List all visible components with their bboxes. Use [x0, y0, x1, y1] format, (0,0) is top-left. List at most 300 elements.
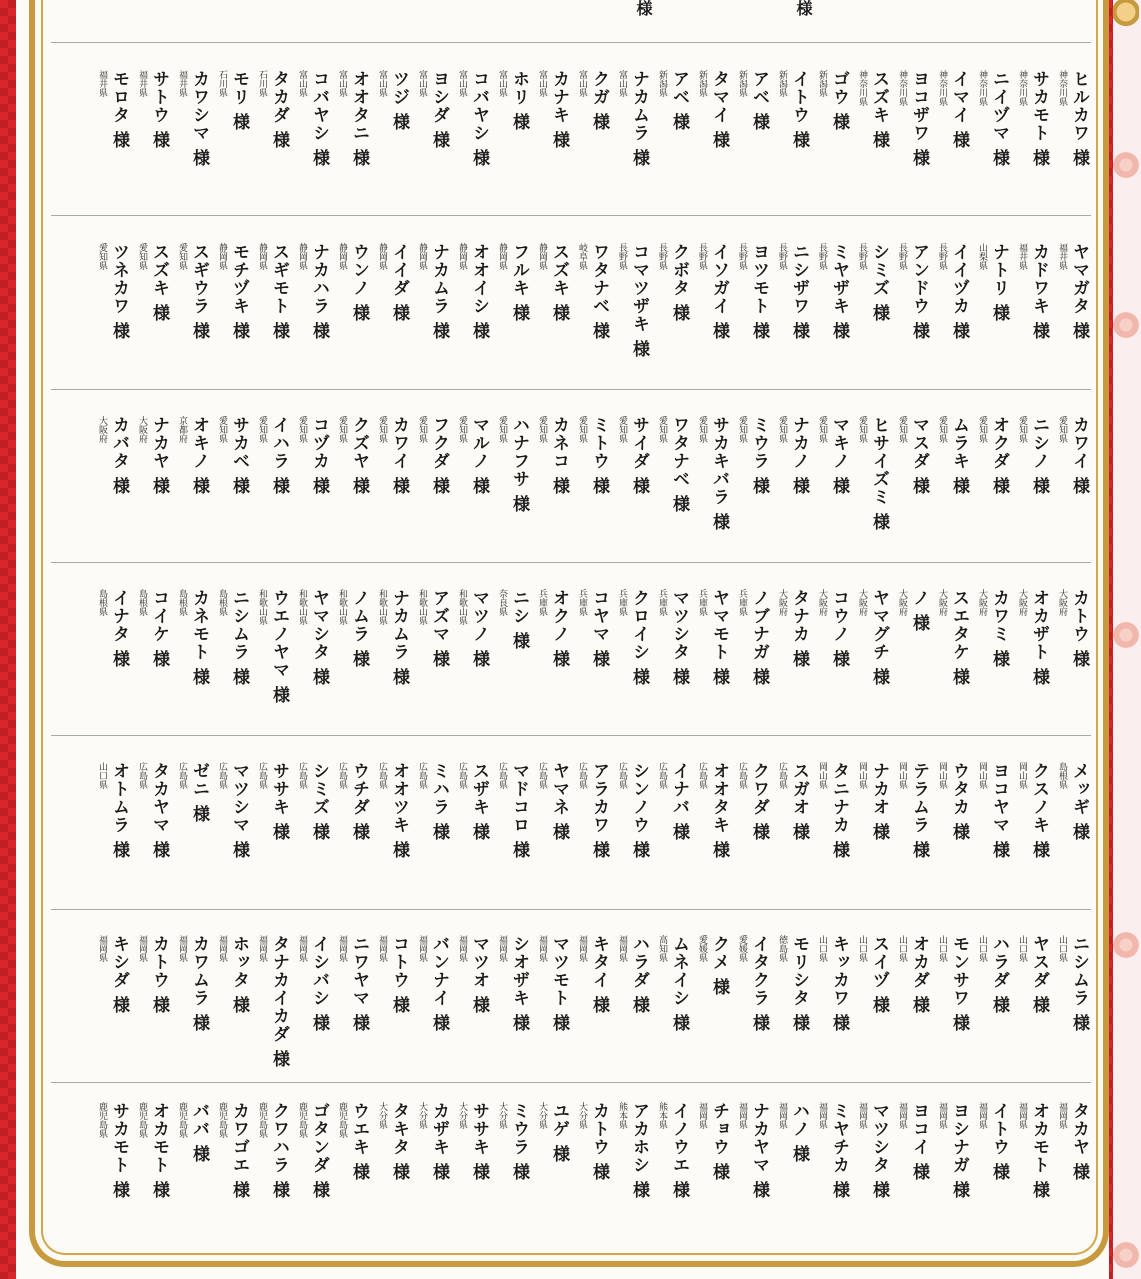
prefecture-label: 愛知県: [577, 416, 587, 443]
name-entry: [856, 589, 892, 749]
partial-name: 様: [634, 0, 653, 16]
name-entry: [936, 1102, 972, 1262]
name-entry: [456, 1102, 492, 1262]
customer-name: コヅカ 様: [309, 416, 329, 495]
prefecture-label: 愛媛県: [737, 935, 747, 962]
name-entry: [736, 416, 772, 576]
prefecture-label: 静岡県: [217, 243, 227, 270]
name-entry: [296, 70, 332, 230]
prefecture-label: 福岡県: [297, 935, 307, 962]
prefecture-label: 山口県: [977, 935, 987, 962]
name-entry: [216, 935, 252, 1095]
customer-name: ホッタ 様: [229, 935, 249, 1014]
customer-name: カワミ 様: [989, 589, 1009, 668]
name-entry: [416, 762, 452, 922]
name-entry: [856, 762, 892, 922]
prefecture-label: 富山県: [297, 70, 307, 97]
name-entry: [776, 243, 812, 403]
name-entry: [536, 243, 572, 403]
prefecture-label: 神奈川県: [897, 70, 907, 106]
name-entry: [936, 70, 972, 230]
prefecture-label: 和歌山県: [337, 589, 347, 625]
customer-name: ササキ 様: [269, 762, 289, 841]
name-row: [56, 416, 1089, 576]
name-entry: [496, 1102, 532, 1262]
prefecture-label: 鹿児島県: [217, 1102, 227, 1138]
name-entry: [616, 70, 652, 230]
prefecture-label: 山口県: [1057, 935, 1067, 962]
prefecture-label: 長野県: [737, 243, 747, 270]
prefecture-label: 福井県: [1057, 243, 1067, 270]
prefecture-label: 愛媛県: [697, 935, 707, 962]
name-entry: [336, 416, 372, 576]
customer-name: カトウ 様: [1069, 589, 1089, 668]
name-entry: [1016, 416, 1052, 576]
name-entry: [696, 70, 732, 230]
customer-name: サカモト 様: [1029, 70, 1049, 167]
prefecture-label: 福岡県: [577, 935, 587, 962]
name-entry: [176, 243, 212, 403]
customer-name: スズキ 様: [869, 70, 889, 149]
name-entry: [1016, 70, 1052, 230]
customer-name: ノブナガ 様: [749, 589, 769, 686]
name-entry: [96, 243, 132, 403]
prefecture-label: 愛知県: [737, 416, 747, 443]
name-entry: [176, 762, 212, 922]
name-entry: [896, 762, 932, 922]
customer-name: ニシノ 様: [1029, 416, 1049, 495]
prefecture-label: 広島県: [697, 762, 707, 789]
customer-name: ミハラ 様: [429, 762, 449, 841]
prefecture-label: 岡山県: [857, 762, 867, 789]
name-entry: [1016, 935, 1052, 1095]
name-entry: [816, 762, 852, 922]
prefecture-label: 愛知県: [417, 416, 427, 443]
prefecture-label: 広島県: [297, 762, 307, 789]
prefecture-label: 愛知県: [137, 243, 147, 270]
customer-name: ヨシダ 様: [429, 70, 449, 149]
name-entry: [656, 589, 692, 749]
prefecture-label: 新潟県: [697, 70, 707, 97]
customer-name: コバヤシ 様: [469, 70, 489, 167]
name-entry: [1016, 1102, 1052, 1262]
prefecture-label: 福岡県: [1057, 1102, 1067, 1129]
gold-ornament-icon: [1113, 0, 1139, 40]
name-entry: [456, 935, 492, 1095]
prefecture-label: 富山県: [497, 70, 507, 97]
prefecture-label: 長野県: [617, 243, 627, 270]
name-entry: [256, 935, 292, 1095]
customer-name: タカダ 様: [269, 70, 289, 149]
name-entry: [416, 70, 452, 230]
prefecture-label: 広島県: [657, 762, 667, 789]
customer-name: クロイシ 様: [629, 589, 649, 686]
prefecture-label: 和歌山県: [297, 589, 307, 625]
prefecture-label: 愛知県: [697, 416, 707, 443]
name-entry: [696, 243, 732, 403]
prefecture-label: 島根県: [177, 589, 187, 616]
prefecture-label: 大分県: [537, 1102, 547, 1129]
prefecture-label: 熊本県: [657, 1102, 667, 1129]
prefecture-label: 京都府: [177, 416, 187, 443]
name-entry: [296, 1102, 332, 1262]
prefecture-label: 広島県: [177, 762, 187, 789]
customer-name: イノウエ 様: [669, 1102, 689, 1199]
prefecture-label: 福岡県: [257, 935, 267, 962]
prefecture-label: 静岡県: [257, 243, 267, 270]
prefecture-label: 福井県: [177, 70, 187, 97]
name-entry: [976, 935, 1012, 1095]
customer-name: ミウラ 様: [509, 1102, 529, 1181]
name-entry: [1056, 70, 1092, 230]
name-entry: [776, 1102, 812, 1262]
name-entry: [976, 1102, 1012, 1262]
name-entry: [256, 589, 292, 749]
name-entry: [816, 70, 852, 230]
prefecture-label: 福岡県: [1017, 1102, 1027, 1129]
name-entry: [1056, 935, 1092, 1095]
prefecture-label: 山口県: [897, 935, 907, 962]
customer-name: オトムラ 様: [109, 762, 129, 859]
prefecture-label: 愛知県: [257, 416, 267, 443]
customer-name: オカモト 様: [1029, 1102, 1049, 1199]
prefecture-label: 大分県: [577, 1102, 587, 1129]
name-entry: [256, 1102, 292, 1262]
customer-name: マキノ 様: [829, 416, 849, 495]
name-entry: [376, 1102, 412, 1262]
prefecture-label: 岡山県: [817, 762, 827, 789]
name-entry: [536, 935, 572, 1095]
name-entry: [896, 935, 932, 1095]
prefecture-label: 島根県: [1057, 762, 1067, 789]
prefecture-label: 静岡県: [497, 243, 507, 270]
customer-name: スズキ 様: [149, 243, 169, 322]
prefecture-label: 静岡県: [297, 243, 307, 270]
prefecture-label: 愛知県: [497, 416, 507, 443]
name-entry: [416, 935, 452, 1095]
customer-name: マツシタ 様: [669, 589, 689, 686]
prefecture-label: 新潟県: [737, 70, 747, 97]
name-entry: [96, 589, 132, 749]
name-entry: [736, 935, 772, 1095]
name-entry: [896, 70, 932, 230]
prefecture-label: 広島県: [377, 762, 387, 789]
prefecture-label: 山梨県: [977, 243, 987, 270]
prefecture-label: 富山県: [337, 70, 347, 97]
customer-name: イトウ 様: [989, 1102, 1009, 1181]
prefecture-label: 山口県: [97, 762, 107, 789]
customer-name: チョウ 様: [709, 1102, 729, 1181]
customer-name: ニシムラ 様: [1069, 935, 1089, 1032]
name-entry: [856, 243, 892, 403]
prefecture-label: 神奈川県: [977, 70, 987, 106]
name-entry: [976, 589, 1012, 749]
prefecture-label: 奈良県: [497, 589, 507, 616]
name-entry: [776, 70, 812, 230]
name-entry: [736, 70, 772, 230]
name-entry: [1056, 1102, 1092, 1262]
customer-name: ウエキ 様: [349, 1102, 369, 1181]
prefecture-label: 静岡県: [457, 243, 467, 270]
prefecture-label: 大阪府: [937, 589, 947, 616]
name-entry: [536, 70, 572, 230]
customer-name: イタクラ 様: [749, 935, 769, 1032]
customer-name: ナトリ 様: [989, 243, 1009, 322]
prefecture-label: 愛知県: [857, 416, 867, 443]
name-entry: [896, 243, 932, 403]
name-entry: [376, 762, 412, 922]
customer-name: ツジ 様: [389, 70, 409, 131]
prefecture-label: 福岡県: [977, 1102, 987, 1129]
prefecture-label: 山口県: [857, 935, 867, 962]
customer-name: ササキ 様: [469, 1102, 489, 1181]
name-entry: [536, 762, 572, 922]
customer-name: イマイ 様: [949, 70, 969, 149]
prefecture-label: 静岡県: [537, 243, 547, 270]
customer-name: スイヅ 様: [869, 935, 889, 1014]
prefecture-label: 長野県: [697, 243, 707, 270]
name-entry: [96, 762, 132, 922]
prefecture-label: 大分県: [377, 1102, 387, 1129]
prefecture-label: 福岡県: [697, 1102, 707, 1129]
customer-name: ナカヤマ 様: [749, 1102, 769, 1199]
customer-name: キッカワ 様: [829, 935, 849, 1032]
customer-name: マツオ 様: [469, 935, 489, 1014]
name-entry: [696, 1102, 732, 1262]
prefecture-label: 福井県: [97, 70, 107, 97]
name-entry: [456, 589, 492, 749]
flower-icon: [1111, 930, 1141, 960]
prefecture-label: 静岡県: [417, 243, 427, 270]
customer-name: アカホシ 様: [629, 1102, 649, 1199]
prefecture-label: 広島県: [537, 762, 547, 789]
prefecture-label: 愛知県: [177, 243, 187, 270]
prefecture-label: 大阪府: [857, 589, 867, 616]
name-entry: [736, 762, 772, 922]
name-entry: [256, 70, 292, 230]
customer-name: シオザキ 様: [509, 935, 529, 1032]
customer-name: アズマ 様: [429, 589, 449, 668]
name-entry: [216, 1102, 252, 1262]
prefecture-label: 鹿児島県: [137, 1102, 147, 1138]
prefecture-label: 広島県: [337, 762, 347, 789]
customer-name: カナキ 様: [549, 70, 569, 149]
customer-name: ナカムラ 様: [389, 589, 409, 686]
customer-name: ウチダ 様: [349, 762, 369, 841]
name-entry: [896, 1102, 932, 1262]
prefecture-label: 広島県: [257, 762, 267, 789]
customer-name: ホリ 様: [509, 70, 529, 131]
customer-name: ハノ 様: [789, 1102, 809, 1163]
customer-name: タカヤ 様: [1069, 1102, 1089, 1181]
prefecture-label: 福岡県: [937, 1102, 947, 1129]
customer-name: コマツザキ 様: [629, 243, 649, 358]
prefecture-label: 大阪府: [137, 416, 147, 443]
name-entry: [336, 70, 372, 230]
customer-name: ババ 様: [189, 1102, 209, 1163]
prefecture-label: 大阪府: [97, 416, 107, 443]
prefecture-label: 福岡県: [537, 935, 547, 962]
name-entry: [1056, 243, 1092, 403]
customer-name: シミズ 様: [869, 243, 889, 322]
prefecture-label: 岡山県: [1017, 762, 1027, 789]
customer-name: ヨコヤマ 様: [989, 762, 1009, 859]
customer-name: オクノ 様: [549, 589, 569, 668]
customer-name: アベ 様: [749, 70, 769, 131]
prefecture-label: 広島県: [217, 762, 227, 789]
prefecture-label: 兵庫県: [537, 589, 547, 616]
customer-name: タカヤマ 様: [149, 762, 169, 859]
name-entry: [936, 935, 972, 1095]
customer-name: マツシタ 様: [869, 1102, 889, 1199]
name-entry: [176, 1102, 212, 1262]
name-entry: [336, 1102, 372, 1262]
name-entry: [856, 935, 892, 1095]
customer-name: ハラダ 様: [629, 935, 649, 1014]
name-entry: [296, 935, 332, 1095]
name-entry: [376, 70, 412, 230]
prefecture-label: 新潟県: [817, 70, 827, 97]
prefecture-label: 愛知県: [297, 416, 307, 443]
prefecture-label: 愛知県: [457, 416, 467, 443]
name-entry: [496, 762, 532, 922]
customer-name: フクダ 様: [429, 416, 449, 495]
prefecture-label: 愛知県: [657, 416, 667, 443]
prefecture-label: 愛知県: [617, 416, 627, 443]
customer-name: キタイ 様: [589, 935, 609, 1014]
customer-name: タマイ 様: [709, 70, 729, 149]
customer-name: シミズ 様: [309, 762, 329, 841]
name-entry: [936, 416, 972, 576]
customer-name: クスノキ 様: [1029, 762, 1049, 859]
customer-name: マスダ 様: [909, 416, 929, 495]
prefecture-label: 福岡県: [97, 935, 107, 962]
customer-name: オオイシ 様: [469, 243, 489, 340]
prefecture-label: 大阪府: [777, 589, 787, 616]
prefecture-label: 福岡県: [377, 935, 387, 962]
name-entry: [456, 416, 492, 576]
customer-name: ニシ 様: [509, 589, 529, 650]
flower-icon: [1111, 310, 1141, 340]
name-entry: [376, 935, 412, 1095]
name-entry: [736, 589, 772, 749]
prefecture-label: 鹿児島県: [297, 1102, 307, 1138]
customer-name: ツネカワ 様: [109, 243, 129, 340]
prefecture-label: 石川県: [257, 70, 267, 97]
customer-name: オオタニ 様: [349, 70, 369, 167]
name-entry: [656, 935, 692, 1095]
name-entry: [416, 416, 452, 576]
prefecture-label: 神奈川県: [937, 70, 947, 106]
name-entry: [496, 935, 532, 1095]
flower-icon: [1111, 150, 1141, 180]
prefecture-label: 福井県: [1017, 243, 1027, 270]
prefecture-label: 兵庫県: [657, 589, 667, 616]
customer-name: イイダ 様: [389, 243, 409, 322]
customer-name: ニイヅマ 様: [989, 70, 1009, 167]
name-entry: [656, 70, 692, 230]
customer-name: カネコ 様: [549, 416, 569, 495]
name-entry: [216, 243, 252, 403]
customer-name: オオタキ 様: [709, 762, 729, 859]
customer-name: ニシザワ 様: [789, 243, 809, 340]
customer-name: スザキ 様: [469, 762, 489, 841]
prefecture-label: 大阪府: [1017, 589, 1027, 616]
name-entry: [816, 1102, 852, 1262]
name-entry: [216, 762, 252, 922]
name-entry: [776, 762, 812, 922]
name-entry: [976, 762, 1012, 922]
customer-name: マドコロ 様: [509, 762, 529, 859]
name-entry: [776, 589, 812, 749]
name-entry: [976, 416, 1012, 576]
customer-name: ワタナベ 様: [589, 243, 609, 340]
prefecture-label: 高知県: [657, 935, 667, 962]
customer-name: タニナカ 様: [829, 762, 849, 859]
name-entry: [576, 1102, 612, 1262]
name-entry: [1056, 416, 1092, 576]
name-row: [56, 243, 1089, 403]
customer-name: コウノ 様: [829, 589, 849, 668]
customer-name: カネモト 様: [189, 589, 209, 686]
customer-name: カワシマ 様: [189, 70, 209, 167]
prefecture-label: 大分県: [417, 1102, 427, 1129]
prefecture-label: 神奈川県: [857, 70, 867, 106]
prefecture-label: 広島県: [497, 762, 507, 789]
customer-name: ヤマモト 様: [709, 589, 729, 686]
prefecture-label: 愛知県: [897, 416, 907, 443]
prefecture-label: 兵庫県: [617, 589, 627, 616]
customer-name: モロタ 様: [109, 70, 129, 149]
prefecture-label: 福岡県: [737, 1102, 747, 1129]
name-entry: [176, 416, 212, 576]
prefecture-label: 大分県: [497, 1102, 507, 1129]
name-entry: [496, 416, 532, 576]
prefecture-label: 兵庫県: [737, 589, 747, 616]
customer-name: ムネイシ 様: [669, 935, 689, 1032]
customer-name: ヤマネ 様: [549, 762, 569, 841]
name-entry: [976, 70, 1012, 230]
prefecture-label: 山口県: [817, 935, 827, 962]
name-entry: [616, 589, 652, 749]
prefecture-label: 福岡県: [137, 935, 147, 962]
name-entry: [616, 416, 652, 576]
name-entry: [136, 243, 172, 403]
prefecture-label: 愛知県: [97, 243, 107, 270]
name-entry: [576, 762, 612, 922]
prefecture-label: 福岡県: [897, 1102, 907, 1129]
prefecture-label: 大阪府: [977, 589, 987, 616]
customer-name: スギウラ 様: [189, 243, 209, 340]
name-row: [56, 762, 1089, 922]
prefecture-label: 福岡県: [457, 935, 467, 962]
customer-name: ニワヤマ 様: [349, 935, 369, 1032]
prefecture-label: 鹿児島県: [257, 1102, 267, 1138]
prefecture-label: 徳島県: [777, 935, 787, 962]
prefecture-label: 福岡県: [417, 935, 427, 962]
customer-name: マルノ 様: [469, 416, 489, 495]
name-entry: [656, 762, 692, 922]
name-entry: [536, 1102, 572, 1262]
prefecture-label: 広島県: [417, 762, 427, 789]
name-entry: [216, 416, 252, 576]
name-row: [56, 589, 1089, 749]
name-entry: [216, 589, 252, 749]
name-entry: [856, 1102, 892, 1262]
customer-name: ヒサイズミ 様: [869, 416, 889, 531]
name-entry: [776, 416, 812, 576]
prefecture-label: 愛知県: [337, 416, 347, 443]
